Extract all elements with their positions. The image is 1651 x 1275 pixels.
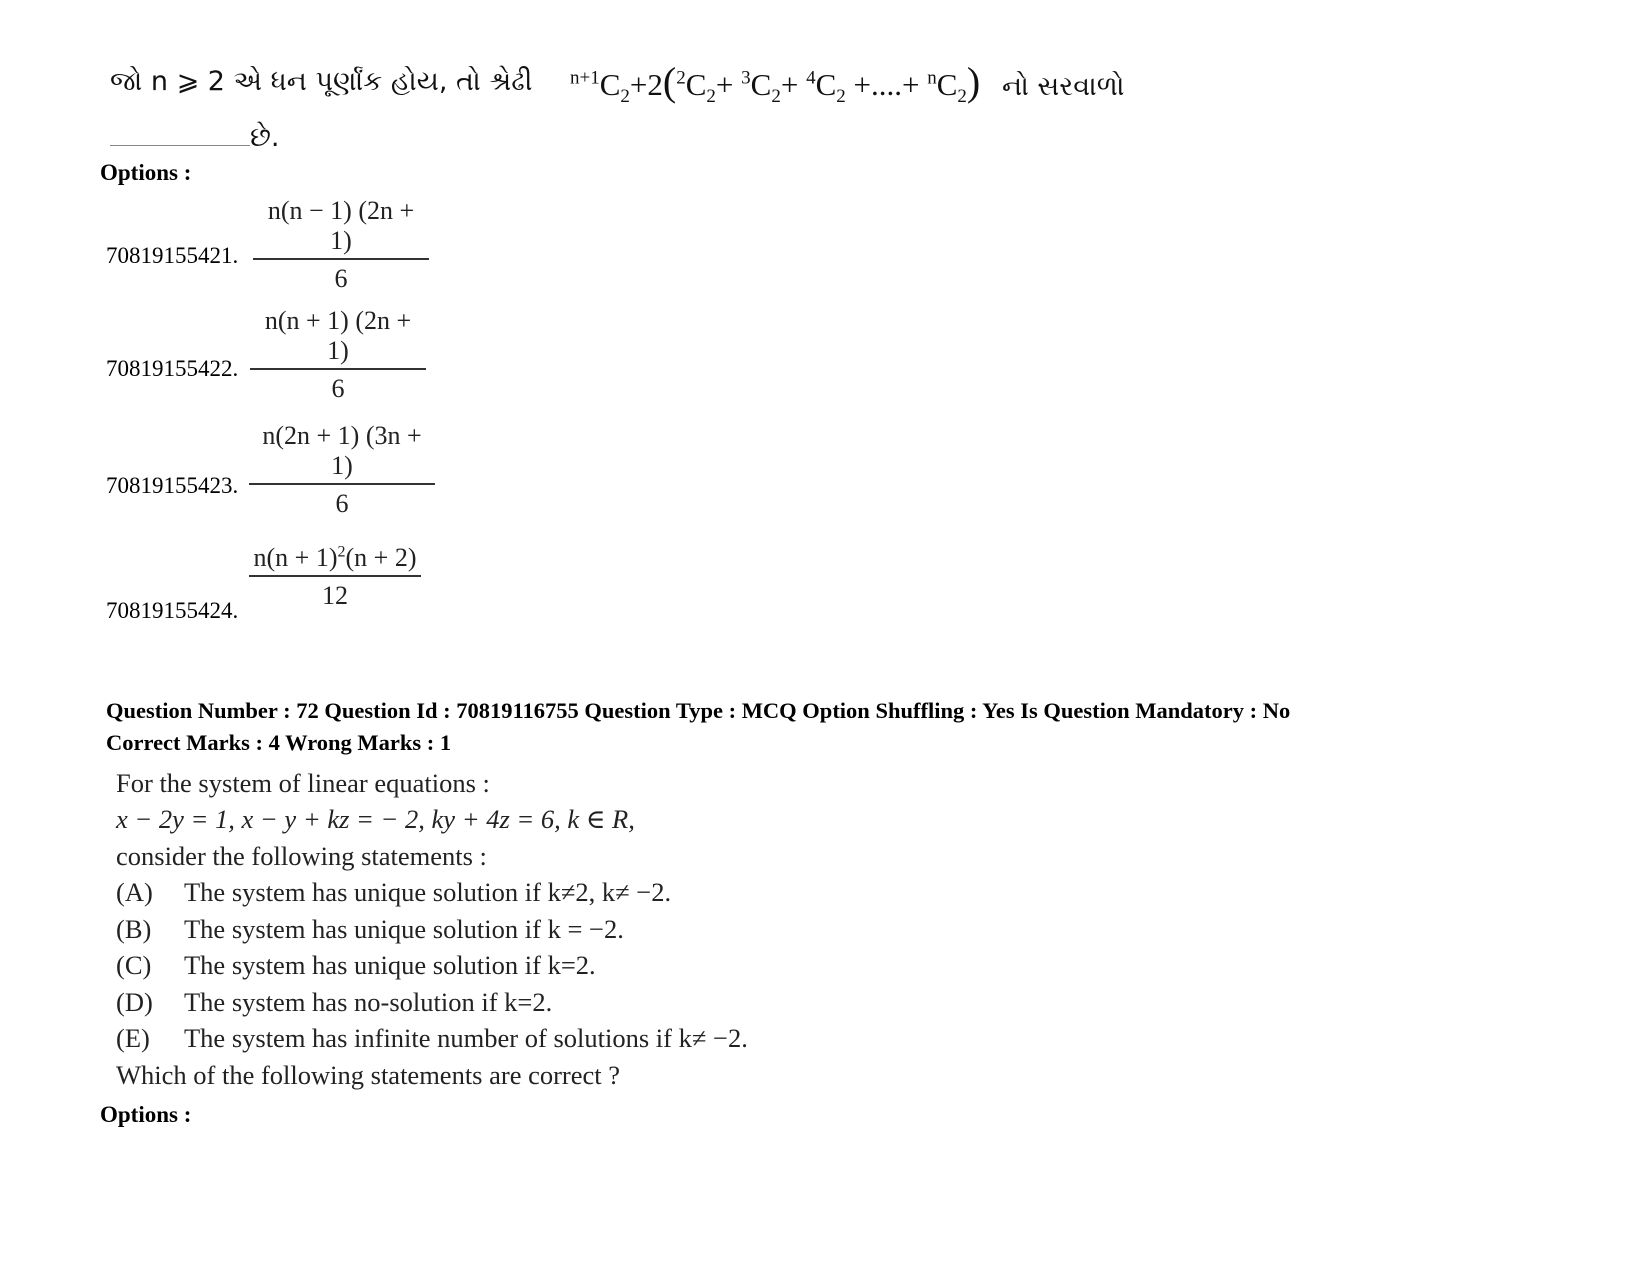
statement-c-letter: (C) (116, 950, 152, 980)
question-72-meta-line2: Correct Marks : 4 Wrong Marks : 1 (106, 730, 452, 755)
statement-d-letter: (D) (116, 987, 153, 1017)
statement-d-text: The system has no-solution if k=2. (184, 987, 553, 1017)
statement-e-text: The system has infinite number of solutions if k≠ −2. (184, 1023, 748, 1053)
option-4-fraction: $\frac{n(n + 1)^2(n + 2)}{12}$ (249, 543, 421, 611)
statement-a-letter: (A) (116, 877, 153, 907)
question-71-text-suffix: નો સરવાળો (1001, 71, 1125, 102)
option-2-fraction: $\frac{n(n + 1) (2n + 1)}{6}$ (250, 306, 426, 404)
question-72-consider: consider the following statements : (116, 841, 487, 871)
statement-b-letter: (B) (116, 914, 152, 944)
question-72-meta-line1: Question Number : 72 Question Id : 70819116755 Question Type : MCQ Option Shuffling : Yes Is Question Mandatory : No (106, 698, 1291, 723)
option-3-id: 70819155423. (106, 473, 239, 498)
option-2-id: 70819155422. (106, 356, 239, 381)
options-label: Options : (100, 160, 192, 185)
question-71-line2: છે. (110, 122, 279, 154)
option-4-id: 70819155424. (106, 598, 239, 623)
options-label-72: Options : (100, 1102, 192, 1127)
question-72-intro: For the system of linear equations : (116, 768, 490, 798)
question-71-text-prefix: જો n ⩾ 2 એ ધન પૂર્ણાંક હોય, તો શ્રેઢી (110, 66, 533, 97)
statement-c-text: The system has unique solution if k=2. (184, 950, 596, 980)
option-1-fraction: $\frac{n(n - 1) (2n + 1)}{6}$ (253, 196, 429, 294)
statement-e-letter: (E) (116, 1023, 150, 1053)
question-72-question: Which of the following statements are correct ? (116, 1060, 621, 1090)
statement-a-text: The system has unique solution if k≠2, k≠ −2. (184, 877, 672, 907)
question-72-equations: x − 2y = 1, x − y + kz = − 2, ky + 4z = 6, k ∈ R, (116, 804, 635, 834)
option-1-id: 70819155421. (106, 243, 239, 268)
series-expression: $^{n+1}C_2+2(^2C_2+ ^3C_2+ ^4C_2$ +....+ $^nC_2$) નો સરવાળો (570, 59, 1125, 108)
option-3-fraction: $\frac{n(2n + 1) (3n + 1)}{6}$ (249, 421, 435, 519)
answer-blank (110, 125, 250, 146)
statement-b-text: The system has unique solution if k = −2. (184, 914, 624, 944)
